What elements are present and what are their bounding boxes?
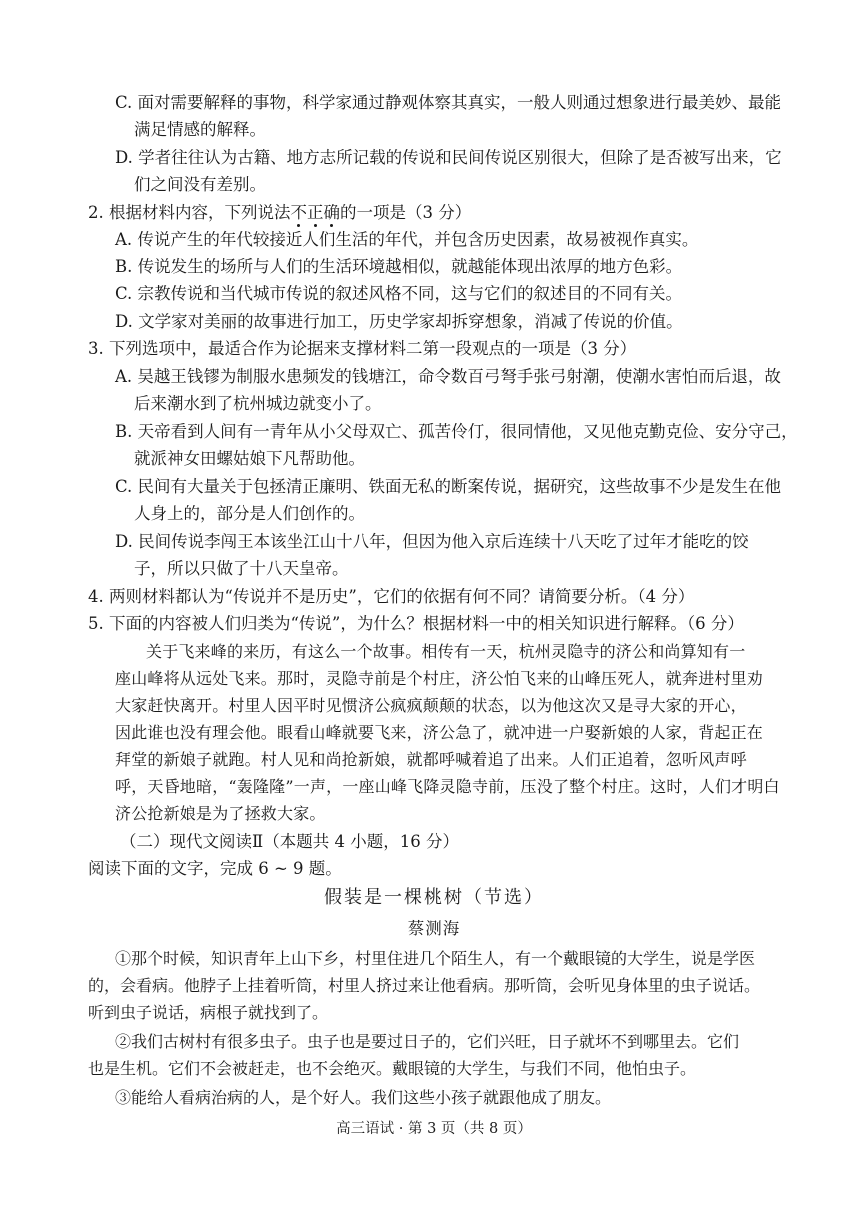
q3-option-a-line1: A. 吴越王钱镠为制服水患频发的钱塘江，命令数百弓弩手张弓射潮，使潮水害怕而后退，故: [115, 367, 781, 386]
q3-option-a-line2: 后来潮水到了杭州城边就变小了。: [134, 394, 382, 413]
q5-stem: 5. 下面的内容被人们归类为“传说”，为什么？根据材料一中的相关知识进行解释。（6 分）: [88, 614, 744, 633]
article-title: 假装是一棵桃树（节选）: [324, 887, 544, 908]
article-paragraph-line: 听到虫子说话，病根子就找到了。: [88, 1003, 329, 1022]
story-line: 济公抢新娘是为了拯救大家。: [115, 804, 326, 823]
q2-option-c: C. 宗教传说和当代城市传说的叙述风格不同，这与它们的叙述目的不同有关。: [115, 284, 683, 303]
article-paragraph-line: 的，会看病。他脖子上挂着听筒，村里人挤过来让他看病。那听筒，会听见身体里的虫子说话。: [88, 976, 761, 995]
q2-option-d: D. 文学家对美丽的故事进行加工，历史学家却拆穿想象，消减了传说的价值。: [115, 312, 683, 331]
story-line: 大家赶快离开。村里人因平时见惯济公疯疯颠颠的状态，以为他这次又是寻大家的开心，: [115, 696, 747, 715]
q3-option-d-line1: D. 民间传说李闯王本该坐江山十八年，但因为他入京后连续十八天吃了过年才能吃的饺: [115, 532, 749, 551]
q1-option-d-line1: D. 学者往往认为古籍、地方志所记载的传说和民间传说区别很大，但除了是否被写出来，它: [115, 148, 782, 167]
section2-instruction: 阅读下面的文字，完成 6 ~ 9 题。: [88, 859, 342, 878]
q3-option-d-line2: 子，所以只做了十八天皇帝。: [134, 559, 349, 578]
emphasis-dot-char: 不: [290, 203, 307, 222]
q4-stem: 4. 两则材料都认为“传说并不是历史”，它们的依据有何不同？请简要分析。（4 分）: [88, 587, 695, 606]
emphasis-dot-char: 正: [307, 203, 324, 222]
article-paragraph-line: ③能给人看病治病的人，是个好人。我们这些小孩子就跟他成了朋友。: [115, 1088, 612, 1107]
q3-option-c-line2: 人身上的，部分是人们创作的。: [134, 504, 365, 523]
q3-stem: 3. 下列选项中，最适合作为论据来支撑材料二第一段观点的一项是（3 分）: [88, 339, 637, 358]
q3-option-b-line2: 就派神女田螺姑娘下凡帮助他。: [134, 449, 365, 468]
article-paragraph-line: ②我们古树村有很多虫子。虫子也是要过日子的，它们兴旺，日子就坏不到哪里去。它们: [115, 1032, 740, 1051]
article-author: 蔡测海: [407, 919, 461, 938]
page-footer: 高三语试 · 第 3 页（共 8 页）: [336, 1121, 532, 1137]
emphasis-dot-char: 确: [323, 203, 340, 222]
q2-stem-suffix: 的一项是（3 分）: [340, 203, 472, 222]
q2-option-a: A. 传说产生的年代较接近人们生活的年代，并包含历史因素，故易被视作真实。: [115, 230, 699, 249]
section2-heading: （二）现代文阅读Ⅱ（本题共 4 小题，16 分）: [120, 832, 459, 851]
story-line: 关于飞来峰的来历，有这么一个故事。相传有一天，杭州灵隐寺的济公和尚算知有一: [146, 642, 746, 661]
q2-stem-emphasis: [291, 203, 341, 222]
q2-stem: [88, 202, 471, 224]
q1-option-c-line1: C. 面对需要解释的事物，科学家通过静观体察其真实，一般人则通过想象进行最美妙、最能: [115, 93, 782, 112]
story-line: 因此谁也没有理会他。眼看山峰就要飞来，济公急了，就冲进一户娶新娘的人家，背起正在: [115, 723, 764, 742]
q1-option-d-line2: 们之间没有差别。: [134, 175, 266, 194]
q2-stem-prefix: 2. 根据材料内容，下列说法: [88, 203, 291, 222]
story-line: 拜堂的新娘子就跑。村人见和尚抢新娘，就都呼喊着追了出来。人们正追着，忽听风声呼: [115, 750, 747, 769]
story-line: 座山峰将从远处飞来。那时，灵隐寺前是个村庄，济公怕飞来的山峰压死人，就奔进村里劝: [115, 669, 764, 688]
q2-option-b: B. 传说发生的场所与人们的生活环境越相似，就越能体现出浓厚的地方色彩。: [115, 257, 683, 276]
article-paragraph-line: ①那个时候，知识青年上山下乡，村里住进几个陌生人，有一个戴眼镜的大学生，说是学医: [115, 949, 756, 968]
story-line: 呼，天昏地暗，“轰隆隆”一声，一座山峰飞降灵隐寺前，压没了整个村庄。这时，人们才明白: [115, 777, 780, 796]
article-paragraph-line: 也是生机。它们不会被赶走，也不会绝灭。戴眼镜的大学生，与我们不同，他怕虫子。: [88, 1059, 697, 1078]
q3-option-c-line1: C. 民间有大量关于包拯清正廉明、铁面无私的断案传说，据研究，这些故事不少是发生在他: [115, 477, 782, 496]
q1-option-c-line2: 满足情感的解释。: [134, 120, 266, 139]
q3-option-b-line1: B. 天帝看到人间有一青年从小父母双亡、孤苦伶仃，很同情他，又见他克勤克俭、安分守己，: [115, 422, 798, 441]
